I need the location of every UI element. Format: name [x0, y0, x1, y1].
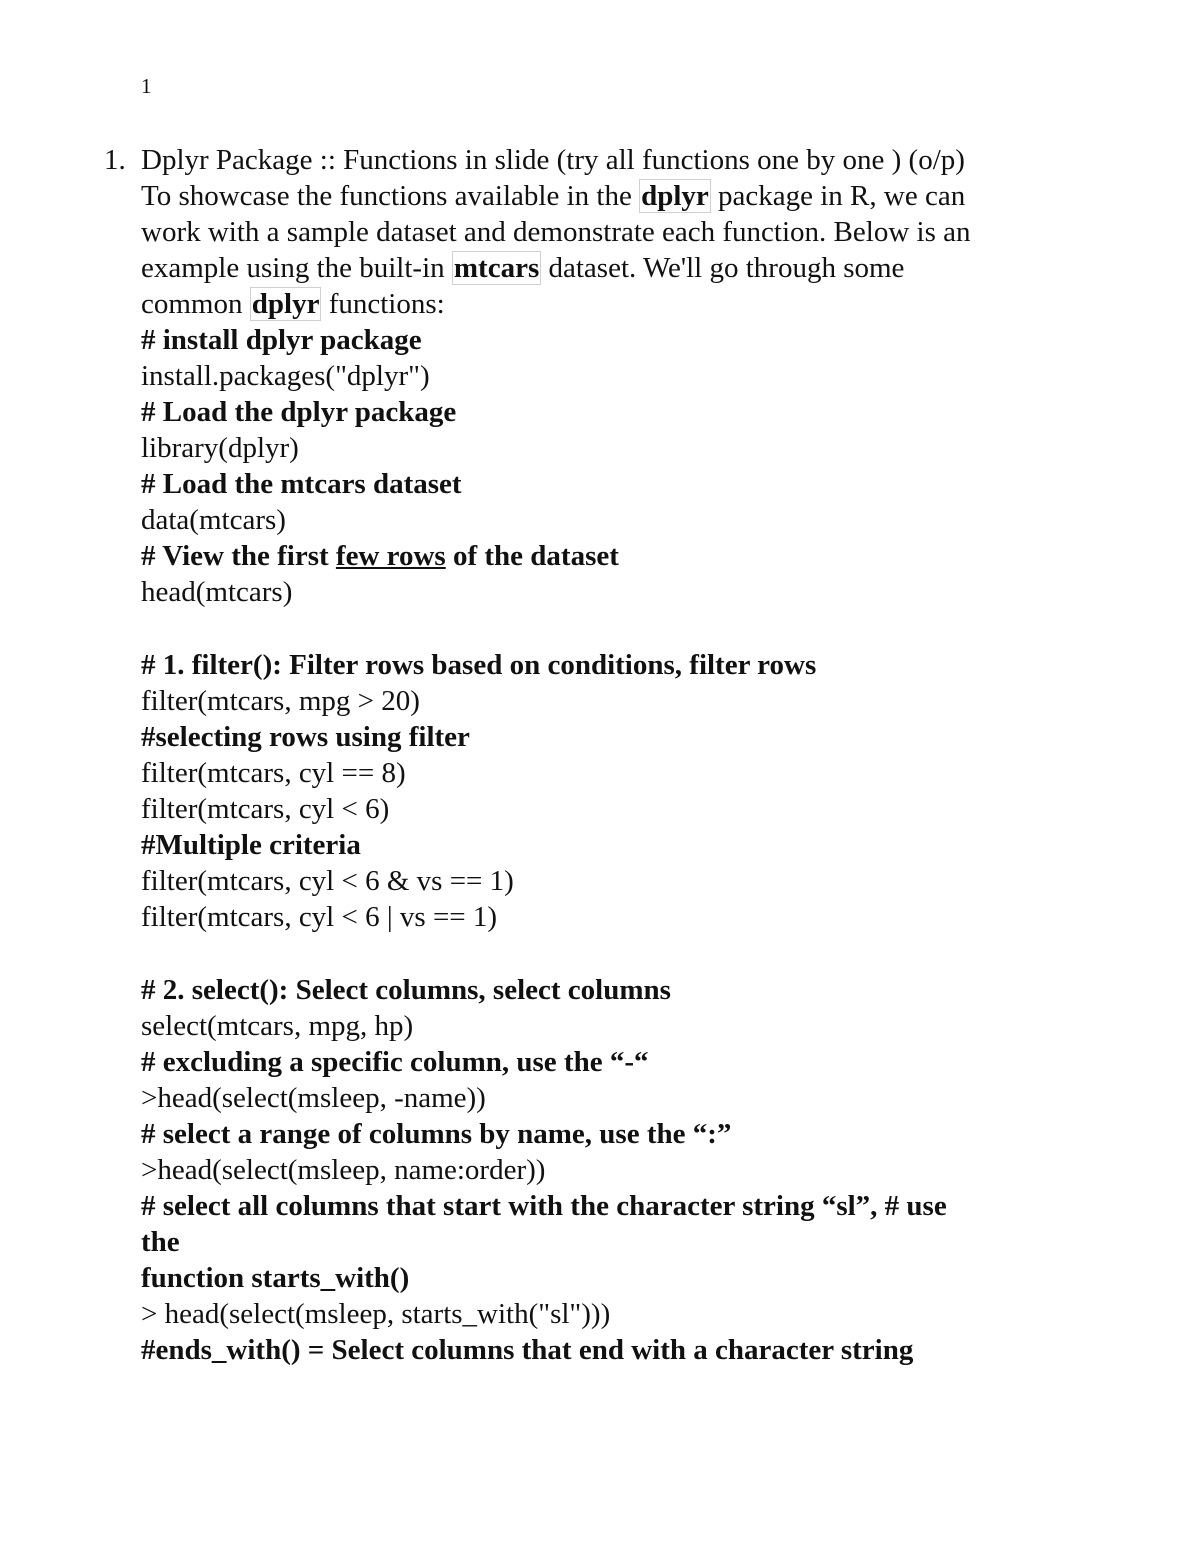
code-line: install.packages("dplyr") [141, 360, 430, 392]
inline-code-dplyr: dplyr [641, 180, 709, 212]
blank-line [141, 610, 1061, 647]
code-line: filter(mtcars, cyl < 6 & vs == 1) [141, 865, 514, 897]
intro-line-4: common dplyr functions: [141, 288, 445, 320]
code-line: >head(select(msleep, -name)) [141, 1082, 486, 1114]
code-line: select(mtcars, mpg, hp) [141, 1010, 414, 1042]
code-line: > head(select(msleep, starts_with("sl"))) [141, 1298, 611, 1330]
code-line: filter(mtcars, cyl < 6 | vs == 1) [141, 901, 498, 933]
code-comment: # select a range of columns by name, use the “:” [141, 1118, 732, 1150]
code-comment: function starts_with() [141, 1262, 410, 1294]
list-item-marker: 1. [104, 144, 126, 176]
code-comment: # install dplyr package [141, 324, 422, 356]
inline-code-mtcars: mtcars [453, 252, 540, 284]
blank-line [141, 935, 1061, 972]
code-comment: # Load the mtcars dataset [141, 468, 462, 500]
intro-line-1: To showcase the functions available in the dplyr package in R, we can [141, 180, 966, 212]
inline-code-dplyr: dplyr [251, 288, 320, 320]
code-comment: # 1. filter(): Filter rows based on conditions, filter rows [141, 649, 817, 681]
code-comment: the [141, 1226, 180, 1258]
document-body [141, 142, 1061, 1368]
code-line: head(mtcars) [141, 576, 293, 608]
page-number: 1 [141, 74, 152, 98]
code-comment: # 2. select(): Select columns, select columns [141, 974, 671, 1006]
underlined-text: few rows [335, 540, 446, 572]
code-line: filter(mtcars, cyl < 6) [141, 793, 390, 825]
intro-line-3: example using the built-in mtcars dataset. We'll go through some [141, 252, 905, 284]
code-comment: # select all columns that start with the character string “sl”, # use [141, 1190, 947, 1222]
code-comment: # excluding a specific column, use the “-“ [141, 1046, 649, 1078]
code-comment: # View the first few rows of the dataset [141, 540, 619, 572]
code-comment: #Multiple criteria [141, 829, 361, 861]
intro-line-2: work with a sample dataset and demonstrate each function. Below is an [141, 216, 971, 248]
code-line: filter(mtcars, cyl == 8) [141, 757, 406, 789]
code-line: filter(mtcars, mpg > 20) [141, 685, 420, 717]
code-line: data(mtcars) [141, 504, 286, 536]
code-comment: # Load the dplyr package [141, 396, 457, 428]
code-comment: #selecting rows using filter [141, 721, 470, 753]
item-heading: Dplyr Package :: Functions in slide (try all functions one by one ) (o/p) [141, 144, 965, 176]
code-line: >head(select(msleep, name:order)) [141, 1154, 546, 1186]
code-comment: #ends_with() = Select columns that end with a character string [141, 1334, 914, 1366]
code-line: library(dplyr) [141, 432, 299, 464]
